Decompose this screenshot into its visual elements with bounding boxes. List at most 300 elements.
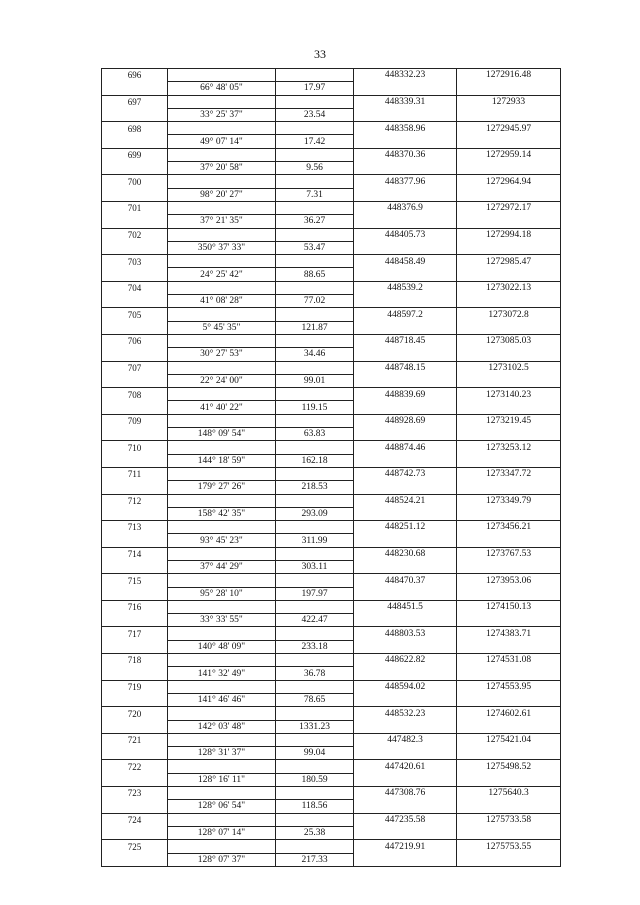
y-coordinate-cell: 1272985.47 xyxy=(457,255,561,268)
segment-row xyxy=(102,800,561,813)
empty-cell xyxy=(168,494,276,507)
empty-cell xyxy=(168,680,276,693)
empty-cell xyxy=(354,747,457,760)
distance-cell: 422.47 xyxy=(276,614,354,627)
empty-cell xyxy=(168,707,276,720)
empty-cell xyxy=(102,800,168,813)
page-number: 33 xyxy=(314,47,326,61)
empty-cell xyxy=(102,215,168,228)
empty-cell xyxy=(168,787,276,800)
empty-cell xyxy=(354,720,457,733)
point-row xyxy=(102,733,561,746)
segment-row xyxy=(102,640,561,653)
bearing-cell: 98° 20' 27" xyxy=(168,188,276,201)
y-coordinate-cell: 1273085.03 xyxy=(457,334,561,347)
empty-cell xyxy=(102,108,168,121)
bearing-cell: 148° 09' 54" xyxy=(168,428,276,441)
point-number-cell: 716 xyxy=(102,600,168,613)
empty-cell xyxy=(354,401,457,414)
point-row xyxy=(102,281,561,294)
x-coordinate-cell: 448803.53 xyxy=(354,627,457,640)
point-number-cell: 717 xyxy=(102,627,168,640)
empty-cell xyxy=(354,667,457,680)
empty-cell xyxy=(168,733,276,746)
distance-cell: 118.56 xyxy=(276,800,354,813)
distance-cell: 162.18 xyxy=(276,454,354,467)
point-row xyxy=(102,654,561,667)
empty-cell xyxy=(457,614,561,627)
empty-cell xyxy=(102,826,168,839)
empty-cell xyxy=(354,800,457,813)
empty-cell xyxy=(457,215,561,228)
x-coordinate-cell: 448718.45 xyxy=(354,334,457,347)
empty-cell xyxy=(457,108,561,121)
empty-cell xyxy=(457,720,561,733)
empty-cell xyxy=(354,587,457,600)
empty-cell xyxy=(457,853,561,866)
empty-cell xyxy=(457,507,561,520)
empty-cell xyxy=(457,747,561,760)
bearing-cell: 141° 46' 46" xyxy=(168,693,276,706)
empty-cell xyxy=(102,188,168,201)
segment-row xyxy=(102,747,561,760)
point-row xyxy=(102,760,561,773)
point-number-cell: 706 xyxy=(102,334,168,347)
bearing-cell: 93° 45' 23" xyxy=(168,534,276,547)
point-row xyxy=(102,95,561,108)
x-coordinate-cell: 448377.96 xyxy=(354,175,457,188)
empty-cell xyxy=(276,813,354,826)
y-coordinate-cell: 1272972.17 xyxy=(457,201,561,214)
empty-cell xyxy=(457,268,561,281)
y-coordinate-cell: 1275421.04 xyxy=(457,733,561,746)
point-number-cell: 723 xyxy=(102,787,168,800)
point-number-cell: 712 xyxy=(102,494,168,507)
segment-row xyxy=(102,108,561,121)
point-row xyxy=(102,361,561,374)
empty-cell xyxy=(457,667,561,680)
point-row xyxy=(102,840,561,853)
x-coordinate-cell: 448230.68 xyxy=(354,547,457,560)
empty-cell xyxy=(276,334,354,347)
empty-cell xyxy=(457,295,561,308)
empty-cell xyxy=(276,122,354,135)
y-coordinate-cell: 1273072.8 xyxy=(457,308,561,321)
empty-cell xyxy=(354,321,457,334)
empty-cell xyxy=(102,534,168,547)
bearing-cell: 158° 42' 35" xyxy=(168,507,276,520)
empty-cell xyxy=(457,374,561,387)
segment-row xyxy=(102,614,561,627)
segment-row xyxy=(102,534,561,547)
x-coordinate-cell: 448339.31 xyxy=(354,95,457,108)
point-row xyxy=(102,494,561,507)
empty-cell xyxy=(102,720,168,733)
y-coordinate-cell: 1272916.48 xyxy=(457,69,561,82)
x-coordinate-cell: 448458.49 xyxy=(354,255,457,268)
empty-cell xyxy=(457,640,561,653)
point-row xyxy=(102,467,561,480)
empty-cell xyxy=(457,587,561,600)
empty-cell xyxy=(276,654,354,667)
x-coordinate-cell: 448405.73 xyxy=(354,228,457,241)
empty-cell xyxy=(354,241,457,254)
bearing-cell: 5° 45' 35" xyxy=(168,321,276,334)
empty-cell xyxy=(102,454,168,467)
empty-cell xyxy=(276,441,354,454)
empty-cell xyxy=(168,122,276,135)
point-row xyxy=(102,600,561,613)
empty-cell xyxy=(354,348,457,361)
y-coordinate-cell: 1273349.79 xyxy=(457,494,561,507)
segment-row xyxy=(102,374,561,387)
distance-cell: 293.09 xyxy=(276,507,354,520)
x-coordinate-cell: 448251.12 xyxy=(354,521,457,534)
empty-cell xyxy=(168,388,276,401)
bearing-cell: 22° 24' 00" xyxy=(168,374,276,387)
x-coordinate-cell: 447219.91 xyxy=(354,840,457,853)
bearing-cell: 66° 48' 05" xyxy=(168,82,276,95)
empty-cell xyxy=(102,295,168,308)
point-row xyxy=(102,787,561,800)
empty-cell xyxy=(354,268,457,281)
distance-cell: 78.65 xyxy=(276,693,354,706)
y-coordinate-cell: 1273219.45 xyxy=(457,414,561,427)
y-coordinate-cell: 1273022.13 xyxy=(457,281,561,294)
point-row xyxy=(102,148,561,161)
y-coordinate-cell: 1274150.13 xyxy=(457,600,561,613)
y-coordinate-cell: 1274383.71 xyxy=(457,627,561,640)
empty-cell xyxy=(102,507,168,520)
distance-cell: 121.87 xyxy=(276,321,354,334)
point-number-cell: 702 xyxy=(102,228,168,241)
segment-row xyxy=(102,162,561,175)
segment-row xyxy=(102,348,561,361)
empty-cell xyxy=(168,627,276,640)
y-coordinate-cell: 1274602.61 xyxy=(457,707,561,720)
x-coordinate-cell: 448742.73 xyxy=(354,467,457,480)
distance-cell: 25.38 xyxy=(276,826,354,839)
point-number-cell: 705 xyxy=(102,308,168,321)
empty-cell xyxy=(168,281,276,294)
empty-cell xyxy=(354,560,457,573)
empty-cell xyxy=(276,840,354,853)
empty-cell xyxy=(276,494,354,507)
bearing-cell: 128° 31' 37" xyxy=(168,747,276,760)
empty-cell xyxy=(276,175,354,188)
point-number-cell: 703 xyxy=(102,255,168,268)
x-coordinate-cell: 447482.3 xyxy=(354,733,457,746)
point-number-cell: 710 xyxy=(102,441,168,454)
bearing-cell: 350° 37' 33" xyxy=(168,241,276,254)
bearing-cell: 37° 44' 29" xyxy=(168,560,276,573)
empty-cell xyxy=(276,574,354,587)
segment-row xyxy=(102,428,561,441)
x-coordinate-cell: 448524.21 xyxy=(354,494,457,507)
segment-row xyxy=(102,135,561,148)
empty-cell xyxy=(168,201,276,214)
point-number-cell: 701 xyxy=(102,201,168,214)
y-coordinate-cell: 1275640.3 xyxy=(457,787,561,800)
empty-cell xyxy=(276,414,354,427)
segment-row xyxy=(102,826,561,839)
distance-cell: 17.97 xyxy=(276,82,354,95)
distance-cell: 99.04 xyxy=(276,747,354,760)
empty-cell xyxy=(276,787,354,800)
point-number-cell: 708 xyxy=(102,388,168,401)
empty-cell xyxy=(102,428,168,441)
x-coordinate-cell: 448539.2 xyxy=(354,281,457,294)
empty-cell xyxy=(168,547,276,560)
empty-cell xyxy=(354,773,457,786)
segment-row xyxy=(102,507,561,520)
point-number-cell: 704 xyxy=(102,281,168,294)
empty-cell xyxy=(354,481,457,494)
empty-cell xyxy=(354,108,457,121)
point-number-cell: 696 xyxy=(102,69,168,82)
point-number-cell: 720 xyxy=(102,707,168,720)
point-number-cell: 713 xyxy=(102,521,168,534)
empty-cell xyxy=(168,228,276,241)
point-number-cell: 707 xyxy=(102,361,168,374)
empty-cell xyxy=(354,374,457,387)
empty-cell xyxy=(457,481,561,494)
y-coordinate-cell: 1273253.12 xyxy=(457,441,561,454)
bearing-cell: 142° 03' 48" xyxy=(168,720,276,733)
empty-cell xyxy=(276,95,354,108)
empty-cell xyxy=(354,614,457,627)
x-coordinate-cell: 448358.96 xyxy=(354,122,457,135)
segment-row xyxy=(102,454,561,467)
y-coordinate-cell: 1273140.23 xyxy=(457,388,561,401)
empty-cell xyxy=(276,733,354,746)
y-coordinate-cell: 1273102.5 xyxy=(457,361,561,374)
empty-cell xyxy=(354,82,457,95)
y-coordinate-cell: 1272945.97 xyxy=(457,122,561,135)
point-row xyxy=(102,627,561,640)
y-coordinate-cell: 1272959.14 xyxy=(457,148,561,161)
empty-cell xyxy=(168,148,276,161)
distance-cell: 36.27 xyxy=(276,215,354,228)
distance-cell: 53.47 xyxy=(276,241,354,254)
segment-row xyxy=(102,667,561,680)
empty-cell xyxy=(276,521,354,534)
empty-cell xyxy=(276,388,354,401)
empty-cell xyxy=(102,773,168,786)
empty-cell xyxy=(354,853,457,866)
empty-cell xyxy=(457,773,561,786)
empty-cell xyxy=(168,334,276,347)
point-row xyxy=(102,547,561,560)
empty-cell xyxy=(168,813,276,826)
empty-cell xyxy=(168,308,276,321)
empty-cell xyxy=(168,441,276,454)
x-coordinate-cell: 447420.61 xyxy=(354,760,457,773)
point-number-cell: 718 xyxy=(102,654,168,667)
empty-cell xyxy=(102,162,168,175)
bearing-cell: 95° 28' 10" xyxy=(168,587,276,600)
y-coordinate-cell: 1274553.95 xyxy=(457,680,561,693)
empty-cell xyxy=(354,640,457,653)
point-number-cell: 711 xyxy=(102,467,168,480)
empty-cell xyxy=(102,587,168,600)
distance-cell: 88.65 xyxy=(276,268,354,281)
empty-cell xyxy=(354,295,457,308)
distance-cell: 63.83 xyxy=(276,428,354,441)
x-coordinate-cell: 448839.69 xyxy=(354,388,457,401)
empty-cell xyxy=(168,175,276,188)
bearing-cell: 179° 27' 26" xyxy=(168,481,276,494)
coordinates-table xyxy=(101,68,561,867)
empty-cell xyxy=(102,560,168,573)
point-number-cell: 719 xyxy=(102,680,168,693)
x-coordinate-cell: 448874.46 xyxy=(354,441,457,454)
distance-cell: 23.54 xyxy=(276,108,354,121)
empty-cell xyxy=(276,547,354,560)
point-row xyxy=(102,334,561,347)
bearing-cell: 33° 25' 37" xyxy=(168,108,276,121)
x-coordinate-cell: 448532.23 xyxy=(354,707,457,720)
segment-row xyxy=(102,773,561,786)
empty-cell xyxy=(354,428,457,441)
point-row xyxy=(102,175,561,188)
point-row xyxy=(102,69,561,82)
empty-cell xyxy=(102,640,168,653)
empty-cell xyxy=(102,374,168,387)
empty-cell xyxy=(457,534,561,547)
bearing-cell: 24° 25' 42" xyxy=(168,268,276,281)
empty-cell xyxy=(168,414,276,427)
segment-row xyxy=(102,188,561,201)
empty-cell xyxy=(276,627,354,640)
bearing-cell: 128° 07' 14" xyxy=(168,826,276,839)
empty-cell xyxy=(276,760,354,773)
y-coordinate-cell: 1272994.18 xyxy=(457,228,561,241)
segment-row xyxy=(102,693,561,706)
x-coordinate-cell: 448332.23 xyxy=(354,69,457,82)
empty-cell xyxy=(457,401,561,414)
bearing-cell: 41° 08' 28" xyxy=(168,295,276,308)
empty-cell xyxy=(457,188,561,201)
y-coordinate-cell: 1273767.53 xyxy=(457,547,561,560)
x-coordinate-cell: 448597.2 xyxy=(354,308,457,321)
empty-cell xyxy=(457,348,561,361)
y-coordinate-cell: 1272933 xyxy=(457,95,561,108)
empty-cell xyxy=(168,600,276,613)
x-coordinate-cell: 448928.69 xyxy=(354,414,457,427)
point-row xyxy=(102,680,561,693)
y-coordinate-cell: 1275733.58 xyxy=(457,813,561,826)
empty-cell xyxy=(276,707,354,720)
empty-cell xyxy=(276,148,354,161)
distance-cell: 217.33 xyxy=(276,853,354,866)
x-coordinate-cell: 448470.37 xyxy=(354,574,457,587)
distance-cell: 233.18 xyxy=(276,640,354,653)
distance-cell: 303.11 xyxy=(276,560,354,573)
point-number-cell: 724 xyxy=(102,813,168,826)
empty-cell xyxy=(457,321,561,334)
empty-cell xyxy=(354,693,457,706)
segment-row xyxy=(102,481,561,494)
point-row xyxy=(102,574,561,587)
empty-cell xyxy=(102,241,168,254)
distance-cell: 180.59 xyxy=(276,773,354,786)
point-row xyxy=(102,122,561,135)
distance-cell: 34.46 xyxy=(276,348,354,361)
segment-row xyxy=(102,241,561,254)
point-number-cell: 725 xyxy=(102,840,168,853)
empty-cell xyxy=(102,135,168,148)
empty-cell xyxy=(354,135,457,148)
point-number-cell: 709 xyxy=(102,414,168,427)
y-coordinate-cell: 1274531.08 xyxy=(457,654,561,667)
point-number-cell: 722 xyxy=(102,760,168,773)
point-row xyxy=(102,228,561,241)
point-row xyxy=(102,441,561,454)
empty-cell xyxy=(457,454,561,467)
distance-cell: 36.78 xyxy=(276,667,354,680)
bearing-cell: 37° 21' 35" xyxy=(168,215,276,228)
point-number-cell: 715 xyxy=(102,574,168,587)
empty-cell xyxy=(276,680,354,693)
x-coordinate-cell: 448594.02 xyxy=(354,680,457,693)
empty-cell xyxy=(276,69,354,82)
empty-cell xyxy=(354,454,457,467)
distance-cell: 7.31 xyxy=(276,188,354,201)
empty-cell xyxy=(102,693,168,706)
distance-cell: 9.56 xyxy=(276,162,354,175)
point-number-cell: 700 xyxy=(102,175,168,188)
segment-row xyxy=(102,82,561,95)
point-row xyxy=(102,308,561,321)
empty-cell xyxy=(457,693,561,706)
empty-cell xyxy=(168,760,276,773)
empty-cell xyxy=(457,241,561,254)
point-row xyxy=(102,813,561,826)
bearing-cell: 141° 32' 49" xyxy=(168,667,276,680)
point-row xyxy=(102,521,561,534)
segment-row xyxy=(102,560,561,573)
empty-cell xyxy=(276,201,354,214)
segment-row xyxy=(102,321,561,334)
empty-cell xyxy=(102,747,168,760)
y-coordinate-cell: 1272964.94 xyxy=(457,175,561,188)
x-coordinate-cell: 447308.76 xyxy=(354,787,457,800)
point-row xyxy=(102,414,561,427)
x-coordinate-cell: 448451.5 xyxy=(354,600,457,613)
distance-cell: 77.02 xyxy=(276,295,354,308)
table-body xyxy=(102,69,561,867)
empty-cell xyxy=(276,361,354,374)
empty-cell xyxy=(276,308,354,321)
segment-row xyxy=(102,587,561,600)
segment-row xyxy=(102,215,561,228)
empty-cell xyxy=(168,361,276,374)
x-coordinate-cell: 448748.15 xyxy=(354,361,457,374)
bearing-cell: 128° 16' 11" xyxy=(168,773,276,786)
x-coordinate-cell: 447235.58 xyxy=(354,813,457,826)
point-number-cell: 697 xyxy=(102,95,168,108)
empty-cell xyxy=(102,82,168,95)
y-coordinate-cell: 1273953.06 xyxy=(457,574,561,587)
x-coordinate-cell: 448622.82 xyxy=(354,654,457,667)
point-number-cell: 698 xyxy=(102,122,168,135)
empty-cell xyxy=(354,162,457,175)
empty-cell xyxy=(102,401,168,414)
point-row xyxy=(102,707,561,720)
empty-cell xyxy=(168,521,276,534)
empty-cell xyxy=(102,853,168,866)
